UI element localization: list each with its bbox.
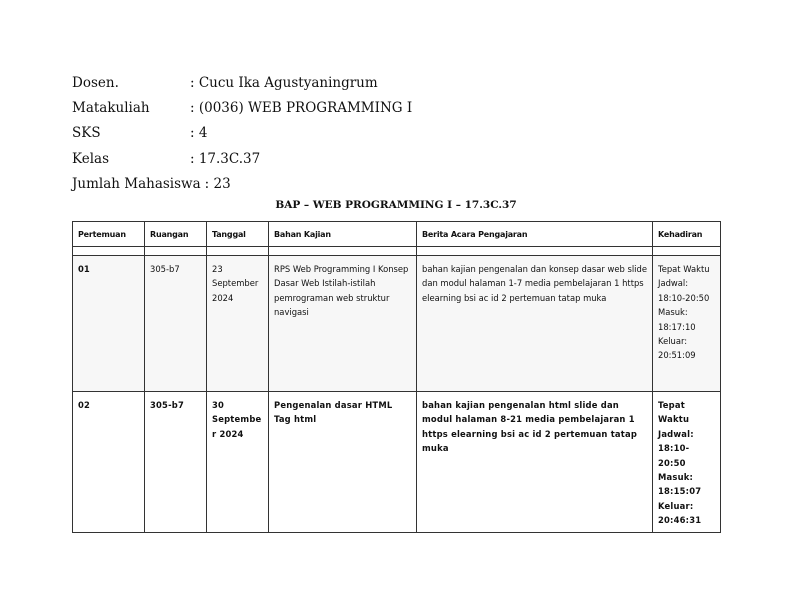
header-kehadiran: Kehadiran xyxy=(653,222,721,247)
info-row-dosen xyxy=(72,70,412,95)
kehadiran-status: Tepat Waktu xyxy=(658,264,710,274)
kehadiran-jadwal: Jadwal: 18:10-20:50 xyxy=(658,278,710,303)
matakuliah-value: : (0036) WEB PROGRAMMING I xyxy=(190,99,413,116)
kehadiran-keluar: Keluar: 20:46:31 xyxy=(658,500,702,526)
cell-ruangan: 305-b7 xyxy=(145,256,207,392)
cell-berita-acara: bahan kajian pengenalan dan konsep dasar web slide dan modul halaman 1-7 media pembelajaran 1 https elearning bsi ac id 2 pertemuan tatap muka xyxy=(417,256,653,392)
header-pertemuan: Pertemuan xyxy=(73,222,145,247)
kehadiran-jadwal: Jadwal: 18:10-20:50 xyxy=(658,428,694,468)
kehadiran-keluar: Keluar: 20:51:09 xyxy=(658,336,696,361)
sks-label: SKS xyxy=(72,125,101,142)
dosen-label: Dosen. xyxy=(72,74,119,91)
sks-value: : 4 xyxy=(190,125,208,142)
kehadiran-masuk: Masuk: 18:15:07 xyxy=(658,472,702,497)
jumlah-mahasiswa-value: : 23 xyxy=(204,175,231,192)
table-title: BAP – WEB PROGRAMMING I – 17.3C.37 xyxy=(275,199,517,211)
header-ruangan: Ruangan xyxy=(145,222,207,247)
cell-berita-acara: bahan kajian pengenalan html slide dan modul halaman 8-21 media pembelajaran 1 https elearning bsi ac id 2 pertemuan tatap muka xyxy=(417,392,653,533)
cell-pertemuan: 02 xyxy=(73,392,145,533)
info-row-jumlah-mahasiswa xyxy=(72,171,412,196)
kelas-label: Kelas xyxy=(72,150,110,167)
table-spacer-row xyxy=(73,247,721,256)
cell-ruangan: 305-b7 xyxy=(145,392,207,533)
matakuliah-label: Matakuliah xyxy=(72,99,150,116)
header-berita-acara: Berita Acara Pengajaran xyxy=(417,222,653,247)
course-info xyxy=(72,70,412,196)
cell-tanggal: 23 September 2024 xyxy=(207,256,269,392)
bap-table xyxy=(72,221,721,533)
dosen-value: : Cucu Ika Agustyaningrum xyxy=(190,74,378,91)
cell-bahan-kajian: RPS Web Programming I Konsep Dasar Web Istilah-istilah pemrograman web struktur navigasi xyxy=(269,256,417,392)
header-bahan-kajian: Bahan Kajian xyxy=(269,222,417,247)
table-row xyxy=(73,256,721,392)
cell-tanggal: 30 September 2024 xyxy=(207,392,269,533)
table-header-row xyxy=(73,222,721,247)
cell-kehadiran xyxy=(653,256,721,392)
table-row xyxy=(73,392,721,533)
header-tanggal: Tanggal xyxy=(207,222,269,247)
kehadiran-status: Tepat Waktu xyxy=(658,400,690,425)
kehadiran-masuk: Masuk: 18:17:10 xyxy=(658,307,696,332)
jumlah-mahasiswa-label: Jumlah Mahasiswa xyxy=(72,175,201,192)
kelas-value: : 17.3C.37 xyxy=(190,150,261,167)
info-row-matakuliah xyxy=(72,95,412,120)
info-row-kelas xyxy=(72,146,412,171)
cell-bahan-kajian: Pengenalan dasar HTML Tag html xyxy=(269,392,417,533)
cell-pertemuan: 01 xyxy=(73,256,145,392)
info-row-sks xyxy=(72,121,412,146)
cell-kehadiran xyxy=(653,392,721,533)
